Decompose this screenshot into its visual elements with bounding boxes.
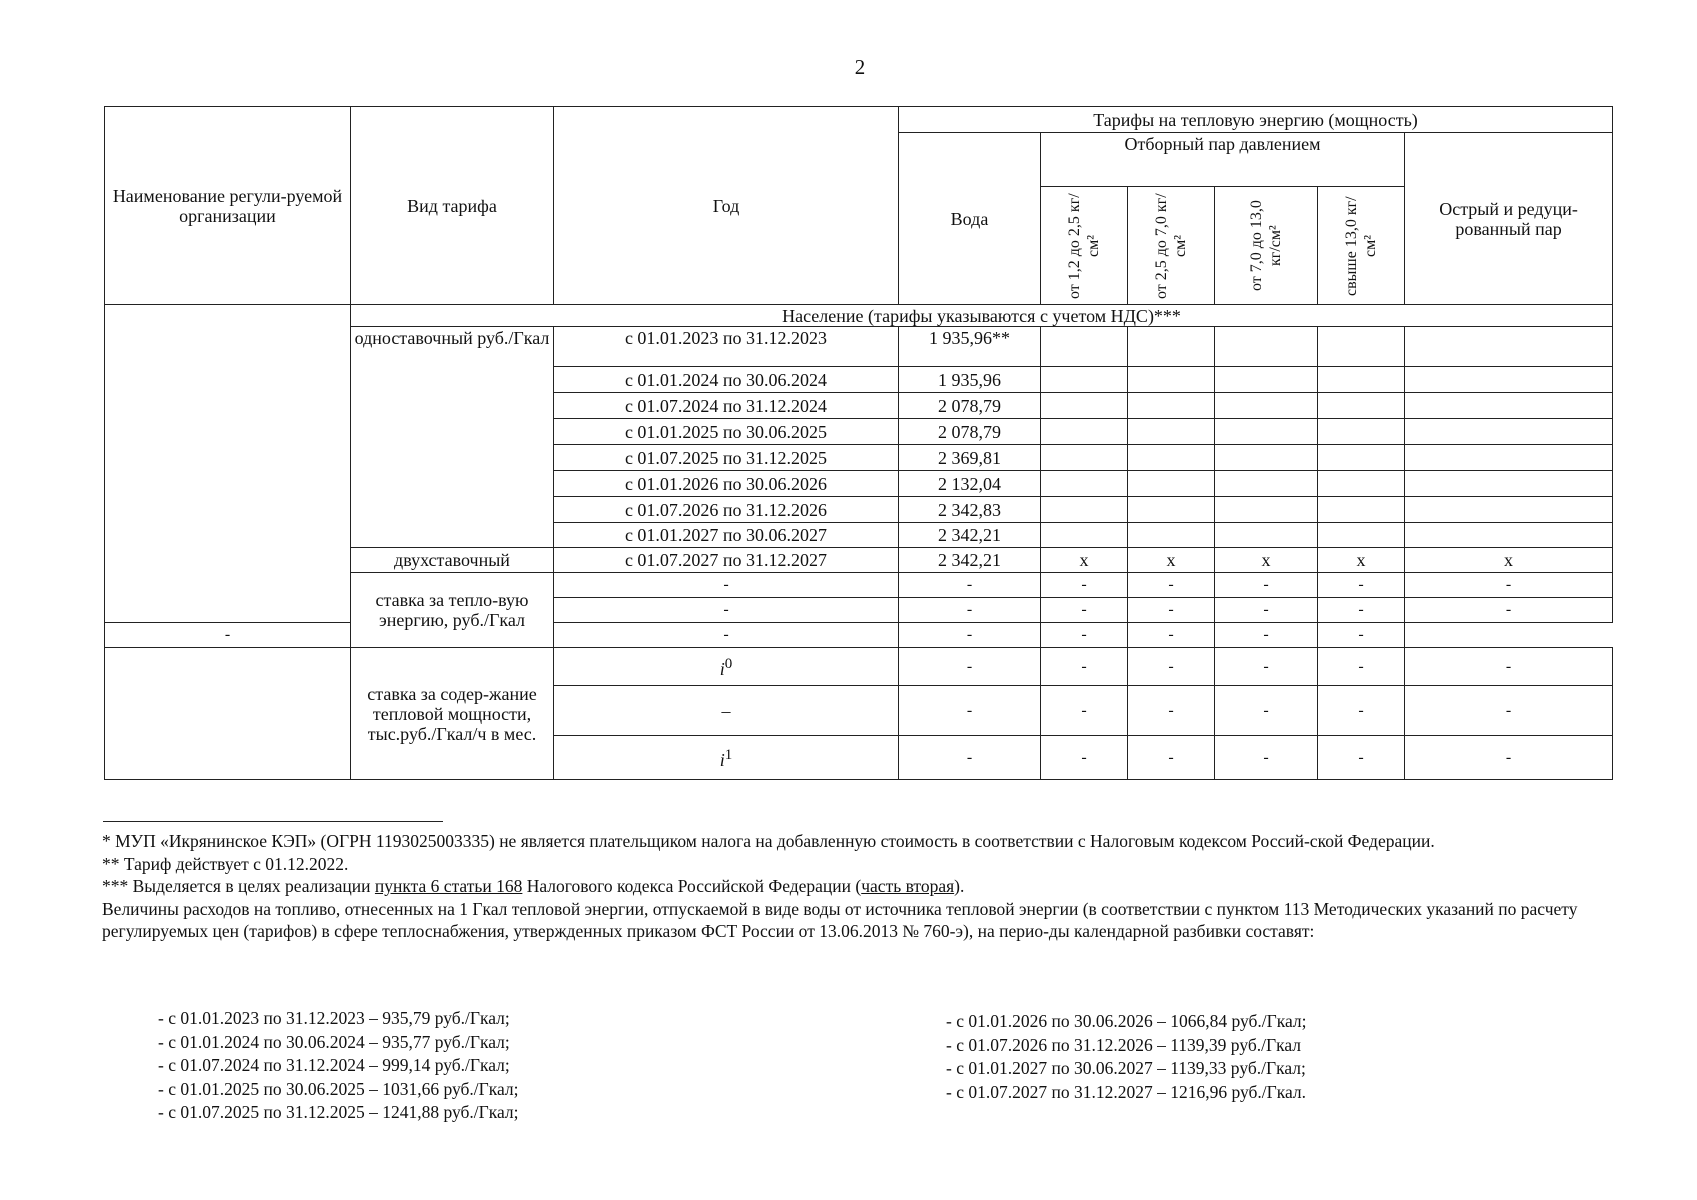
fuel-costs-right: [946, 1010, 1307, 1104]
dash: -: [1318, 598, 1405, 623]
single-rate-label: одноставочный руб./Гкал: [351, 327, 554, 548]
dash: -: [1041, 686, 1128, 736]
long-dash: –: [554, 686, 899, 736]
period-cell: с 01.01.2025 по 30.06.2025: [554, 419, 899, 445]
dash: -: [899, 686, 1041, 736]
org-cell-empty-2: [105, 648, 351, 780]
header-water: Вода: [899, 133, 1041, 305]
dash: -: [1215, 648, 1318, 686]
dash: -: [554, 598, 899, 623]
footnotes: [102, 830, 1602, 943]
list-item: - с 01.07.2024 по 31.12.2024 – 999,14 руб./Гкал;: [158, 1055, 510, 1075]
dash: -: [1041, 573, 1128, 598]
header-pressure-3: от 7,0 до 13,0 кг/см²: [1215, 187, 1318, 305]
dash: -: [1215, 623, 1318, 648]
header-pressure-4: свыше 13,0 кг/см²: [1318, 187, 1405, 305]
two-rate-label: двухставочный: [351, 548, 554, 573]
dash: -: [1215, 598, 1318, 623]
water-value: 2 342,83: [899, 497, 1041, 523]
x-mark: x: [1318, 548, 1405, 573]
dash: -: [1318, 573, 1405, 598]
period-cell: с 01.01.2023 по 31.12.2023: [554, 327, 899, 367]
dash: -: [1405, 648, 1613, 686]
dash: -: [1405, 686, 1613, 736]
dash: -: [1318, 623, 1405, 648]
header-tariffs-title: Тарифы на тепловую энергию (мощность): [899, 107, 1613, 133]
footnote-1: * МУП «Икрянинское КЭП» (ОГРН 1193025003335) не является плательщиком налога на добавленную стоимость в соответствии с Налоговым кодексом Россий-ской Федерации.: [102, 831, 1435, 851]
x-mark: x: [1405, 548, 1613, 573]
dash: -: [1041, 623, 1128, 648]
list-item: - с 01.01.2027 по 30.06.2027 – 1139,33 руб./Гкал;: [946, 1058, 1306, 1078]
dash: -: [1215, 686, 1318, 736]
water-value: 2 369,81: [899, 445, 1041, 471]
dash: -: [1318, 736, 1405, 780]
list-item: - с 01.01.2024 по 30.06.2024 – 935,77 руб./Гкал;: [158, 1031, 510, 1052]
footnote-divider: [103, 821, 443, 822]
period-cell: с 01.07.2027 по 31.12.2027: [554, 548, 899, 573]
dash: -: [1405, 598, 1613, 623]
list-item: - с 01.01.2025 по 30.06.2025 – 1031,66 руб./Гкал;: [158, 1078, 519, 1099]
dash: -: [899, 573, 1041, 598]
list-item: - с 01.07.2025 по 31.12.2025 – 1241,88 руб./Гкал;: [158, 1102, 519, 1122]
period-cell: с 01.01.2027 по 30.06.2027: [554, 523, 899, 548]
footnote-2: ** Тариф действует с 01.12.2022.: [102, 853, 349, 874]
dash: -: [1215, 573, 1318, 598]
header-org-name: Наименование регули-руемой организации: [105, 107, 351, 305]
water-value: 1 935,96: [899, 367, 1041, 393]
dash: -: [1128, 648, 1215, 686]
x-mark: x: [1128, 548, 1215, 573]
x-mark: x: [1041, 548, 1128, 573]
dash: -: [1318, 686, 1405, 736]
dash: -: [1215, 736, 1318, 780]
water-value: 2 342,21: [899, 548, 1041, 573]
table-row: [105, 623, 1613, 648]
dash: -: [554, 573, 899, 598]
table-row: [105, 648, 1613, 686]
period-cell: с 01.07.2024 по 31.12.2024: [554, 393, 899, 419]
header-tariff-type: Вид тарифа: [351, 107, 554, 305]
org-cell-empty: [105, 305, 351, 623]
dash: -: [554, 623, 899, 648]
group-title: Население (тарифы указываются с учетом НДС)***: [351, 305, 1613, 327]
dash: -: [105, 623, 351, 648]
period-cell: с 01.07.2025 по 31.12.2025: [554, 445, 899, 471]
dash: -: [899, 648, 1041, 686]
period-cell: с 01.01.2026 по 30.06.2026: [554, 471, 899, 497]
water-value: 2 342,21: [899, 523, 1041, 548]
dash: -: [1405, 573, 1613, 598]
dash: -: [1128, 686, 1215, 736]
capacity-rate-label: ставка за содер-жание тепловой мощности, тыс.руб./Гкал/ч в мес.: [351, 648, 554, 780]
dash: -: [1041, 736, 1128, 780]
dash: -: [1128, 736, 1215, 780]
heat-rate-label: ставка за тепло-вую энергию, руб./Гкал: [351, 573, 554, 648]
dash: -: [899, 623, 1041, 648]
list-item: - с 01.07.2027 по 31.12.2027 – 1216,96 руб./Гкал.: [946, 1081, 1307, 1102]
part-two-link[interactable]: часть вторая: [861, 876, 955, 896]
water-value: 1 935,96**: [899, 327, 1041, 367]
dash: -: [1041, 598, 1128, 623]
dash: -: [1318, 648, 1405, 686]
water-value: 2 132,04: [899, 471, 1041, 497]
index-i1: $i^1$: [554, 736, 899, 780]
tariff-table: [104, 106, 1613, 780]
header-pressure-2: от 2,5 до 7,0 кг/см²: [1128, 187, 1215, 305]
dash: -: [1405, 736, 1613, 780]
list-item: - с 01.07.2026 по 31.12.2026 – 1139,39 руб./Гкал: [946, 1034, 1301, 1055]
header-steam-group: Отборный пар давлением: [1041, 133, 1405, 187]
tax-code-link[interactable]: пункта 6 статьи 168: [374, 876, 523, 896]
header-sharp-steam: Острый и редуци-рованный пар: [1405, 133, 1613, 305]
page-number: 2: [854, 55, 866, 79]
dash: -: [1128, 573, 1215, 598]
fuel-costs-left: [158, 1007, 519, 1125]
water-value: 2 078,79: [899, 393, 1041, 419]
water-value: 2 078,79: [899, 419, 1041, 445]
list-item: - с 01.01.2026 по 30.06.2026 – 1066,84 руб./Гкал;: [946, 1011, 1307, 1031]
period-cell: с 01.01.2024 по 30.06.2024: [554, 367, 899, 393]
header-year: Год: [554, 107, 899, 305]
dash: -: [1128, 623, 1215, 648]
index-i0: $i^0$: [554, 648, 899, 686]
dash: -: [899, 598, 1041, 623]
dash: -: [1041, 648, 1128, 686]
fuel-cost-intro: Величины расходов на топливо, отнесенных на 1 Гкал тепловой энергии, отпускаемой в виде воды от источника тепловой энергии (в соответствии с пунктом 113 Методических указаний по расчету регулируемых цен (тарифов) в сфере теплоснабжения, утвержденных приказом ФСТ России от 13.06.2013 № 760-э), на перио-ды календарной разбивки составят:: [102, 898, 1578, 941]
footnote-3: *** Выделяется в целях реализации пункта 6 статьи 168 Налогового кодекса Российской Федерации (часть вторая).: [102, 876, 965, 896]
period-cell: с 01.07.2026 по 31.12.2026: [554, 497, 899, 523]
dash: -: [1128, 598, 1215, 623]
x-mark: x: [1215, 548, 1318, 573]
dash: -: [899, 736, 1041, 780]
list-item: - с 01.01.2023 по 31.12.2023 – 935,79 руб./Гкал;: [158, 1008, 510, 1028]
header-pressure-1: от 1,2 до 2,5 кг/см²: [1041, 187, 1128, 305]
